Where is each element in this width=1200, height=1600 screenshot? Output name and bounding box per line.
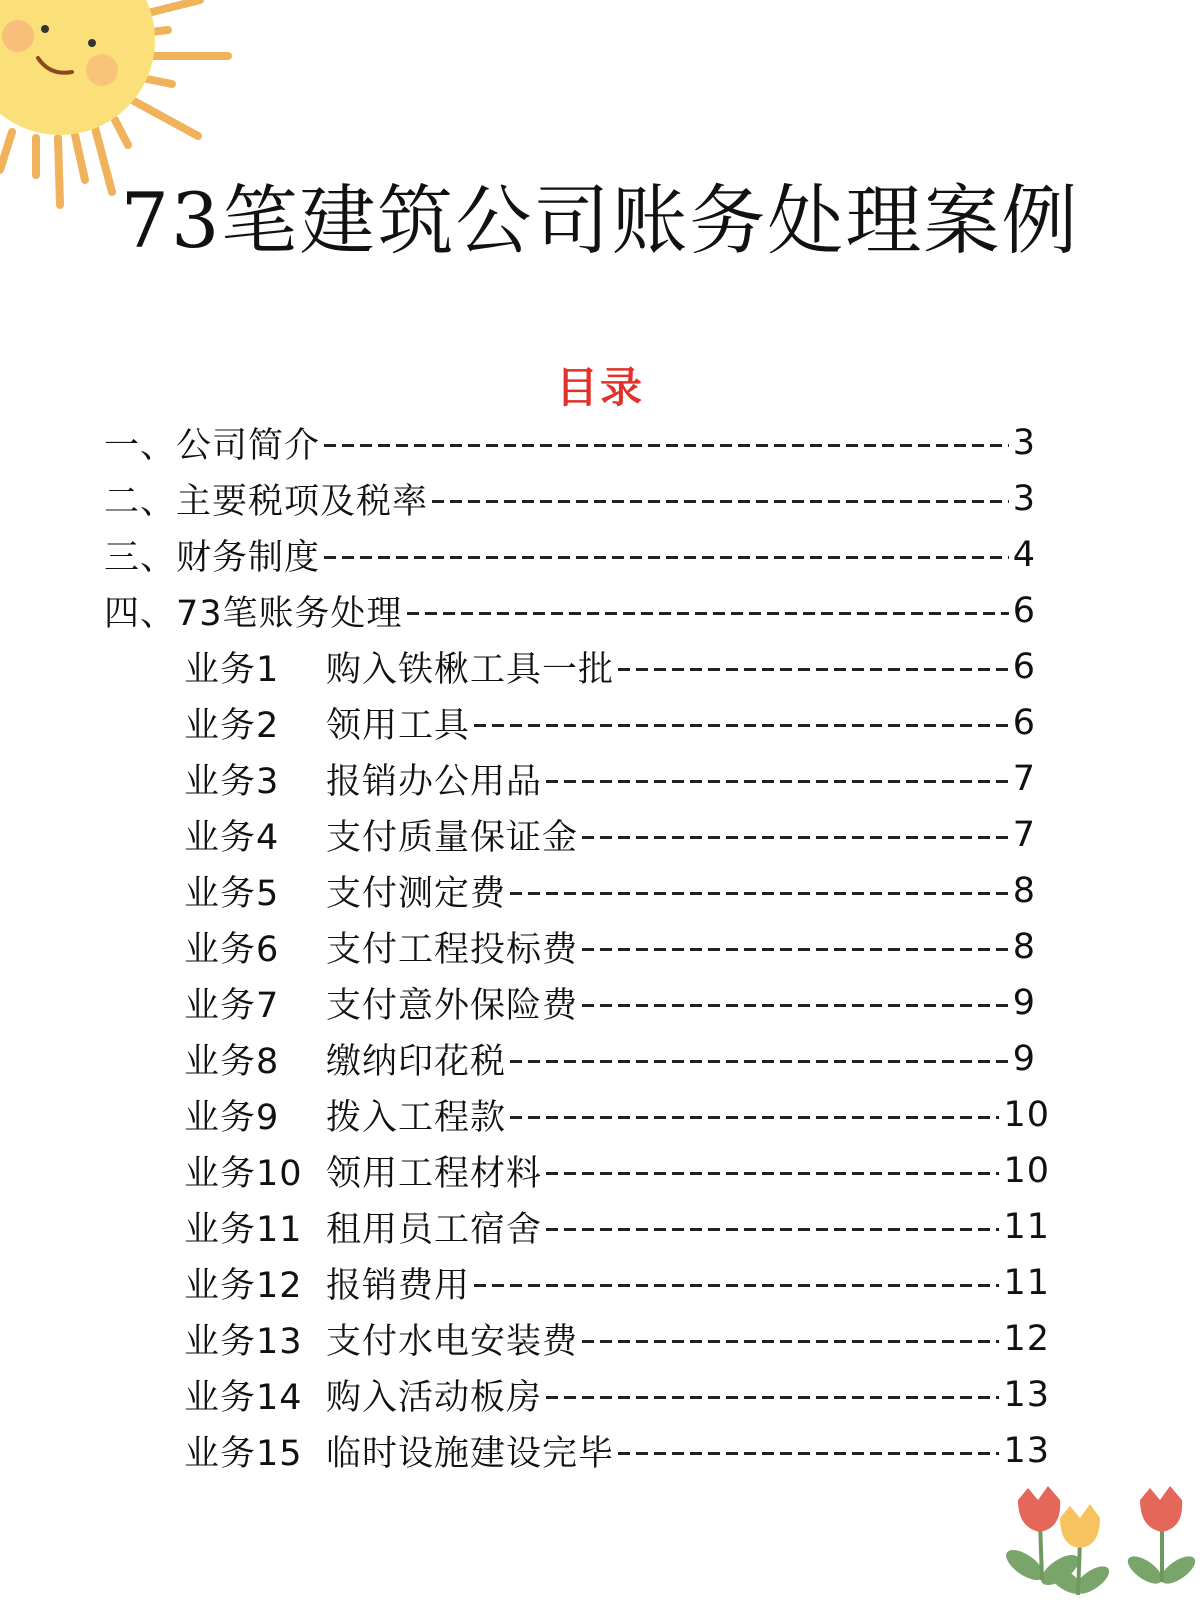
entry-label: 购入活动板房 bbox=[326, 1378, 543, 1418]
leader-dots bbox=[546, 1396, 999, 1399]
entry-number: 业务5 bbox=[184, 874, 280, 914]
entry-label: 支付水电安装费 bbox=[326, 1322, 579, 1362]
page-number: 3 bbox=[1012, 423, 1036, 463]
toc-entry[interactable] bbox=[184, 863, 1036, 919]
toc-entry[interactable] bbox=[184, 639, 1036, 695]
entry-label: 拨入工程款 bbox=[326, 1098, 507, 1138]
toc-entry[interactable] bbox=[104, 471, 1036, 527]
page-number: 6 bbox=[1012, 647, 1036, 687]
leader-dots bbox=[510, 892, 1009, 895]
leader-dots bbox=[432, 500, 1009, 503]
entry-number: 业务7 bbox=[184, 986, 280, 1026]
entry-label: 缴纳印花税 bbox=[326, 1042, 507, 1082]
toc-entry[interactable] bbox=[184, 1031, 1036, 1087]
leader-dots bbox=[582, 1004, 1009, 1007]
toc-entry[interactable] bbox=[104, 527, 1036, 583]
entry-number: 业务6 bbox=[184, 930, 280, 970]
page-number: 10 bbox=[1003, 1095, 1050, 1135]
entry-number: 业务10 bbox=[184, 1154, 303, 1194]
page-number: 13 bbox=[1003, 1375, 1050, 1415]
toc-entry[interactable] bbox=[184, 1087, 1050, 1143]
entry-number: 业务14 bbox=[184, 1378, 303, 1418]
leader-dots bbox=[582, 836, 1009, 839]
leader-dots bbox=[474, 1284, 999, 1287]
page-number: 11 bbox=[1003, 1263, 1050, 1303]
toc-entry[interactable] bbox=[184, 1255, 1050, 1311]
leader-dots bbox=[546, 1228, 999, 1231]
page-number: 7 bbox=[1012, 759, 1036, 799]
entry-number: 业务4 bbox=[184, 818, 280, 858]
entry-label: 领用工程材料 bbox=[326, 1154, 543, 1194]
entry-label: 购入铁楸工具一批 bbox=[326, 650, 615, 690]
entry-number: 业务13 bbox=[184, 1322, 303, 1362]
entry-label: 临时设施建设完毕 bbox=[326, 1434, 615, 1474]
entry-label: 支付意外保险费 bbox=[326, 986, 579, 1026]
document-title: 73笔建筑公司账务处理案例 bbox=[120, 176, 1080, 265]
entry-number: 业务15 bbox=[184, 1434, 303, 1474]
leader-dots bbox=[324, 444, 1009, 447]
toc-entry[interactable] bbox=[184, 1311, 1050, 1367]
page-number: 9 bbox=[1012, 983, 1036, 1023]
page-number: 10 bbox=[1003, 1151, 1050, 1191]
entry-label: 三、财务制度 bbox=[104, 538, 321, 578]
toc-entry[interactable] bbox=[184, 695, 1036, 751]
page-number: 13 bbox=[1003, 1431, 1050, 1471]
entry-label: 支付质量保证金 bbox=[326, 818, 579, 858]
toc-entry[interactable] bbox=[184, 1199, 1050, 1255]
toc-entry[interactable] bbox=[104, 415, 1036, 471]
entry-number: 业务2 bbox=[184, 706, 280, 746]
page-number: 8 bbox=[1012, 871, 1036, 911]
entry-number: 业务3 bbox=[184, 762, 280, 802]
leader-dots bbox=[582, 948, 1009, 951]
entry-number: 业务11 bbox=[184, 1210, 303, 1250]
entry-label: 报销费用 bbox=[326, 1266, 471, 1306]
page-number: 6 bbox=[1012, 591, 1036, 631]
entry-label: 领用工具 bbox=[326, 706, 471, 746]
page-number: 6 bbox=[1012, 703, 1036, 743]
toc-entry[interactable] bbox=[184, 1367, 1050, 1423]
leader-dots bbox=[546, 1172, 999, 1175]
page-number: 4 bbox=[1012, 535, 1036, 575]
toc-entry[interactable] bbox=[184, 807, 1036, 863]
toc-entry[interactable] bbox=[184, 1143, 1050, 1199]
leader-dots bbox=[474, 724, 1009, 727]
toc-entry[interactable] bbox=[184, 751, 1036, 807]
entry-number: 业务8 bbox=[184, 1042, 280, 1082]
leader-dots bbox=[324, 556, 1009, 559]
entry-label: 二、主要税项及税率 bbox=[104, 482, 429, 522]
toc-heading: 目录 bbox=[555, 363, 644, 412]
leader-dots bbox=[546, 780, 1009, 783]
leader-dots bbox=[510, 1060, 1009, 1063]
leader-dots bbox=[407, 612, 1009, 615]
page-number: 8 bbox=[1012, 927, 1036, 967]
toc-entry[interactable] bbox=[184, 1423, 1050, 1479]
toc-entry[interactable] bbox=[184, 975, 1036, 1031]
leader-dots bbox=[618, 1452, 999, 1455]
entry-label: 报销办公用品 bbox=[326, 762, 543, 802]
entry-label: 支付工程投标费 bbox=[326, 930, 579, 970]
page-number: 3 bbox=[1012, 479, 1036, 519]
entry-number: 业务1 bbox=[184, 650, 280, 690]
entry-number: 业务9 bbox=[184, 1098, 280, 1138]
entry-label: 四、73笔账务处理 bbox=[104, 594, 403, 634]
entry-number: 业务12 bbox=[184, 1266, 303, 1306]
tulips-illustration bbox=[1000, 1470, 1200, 1600]
leader-dots bbox=[510, 1116, 999, 1119]
toc-entry[interactable] bbox=[104, 583, 1036, 639]
entry-label: 一、公司简介 bbox=[104, 426, 321, 466]
leader-dots bbox=[582, 1340, 999, 1343]
page-number: 12 bbox=[1003, 1319, 1050, 1359]
page-number: 9 bbox=[1012, 1039, 1036, 1079]
entry-label: 租用员工宿舍 bbox=[326, 1210, 543, 1250]
toc-entry[interactable] bbox=[184, 919, 1036, 975]
leader-dots bbox=[618, 668, 1009, 671]
page-number: 7 bbox=[1012, 815, 1036, 855]
page-number: 11 bbox=[1003, 1207, 1050, 1247]
entry-label: 支付测定费 bbox=[326, 874, 507, 914]
